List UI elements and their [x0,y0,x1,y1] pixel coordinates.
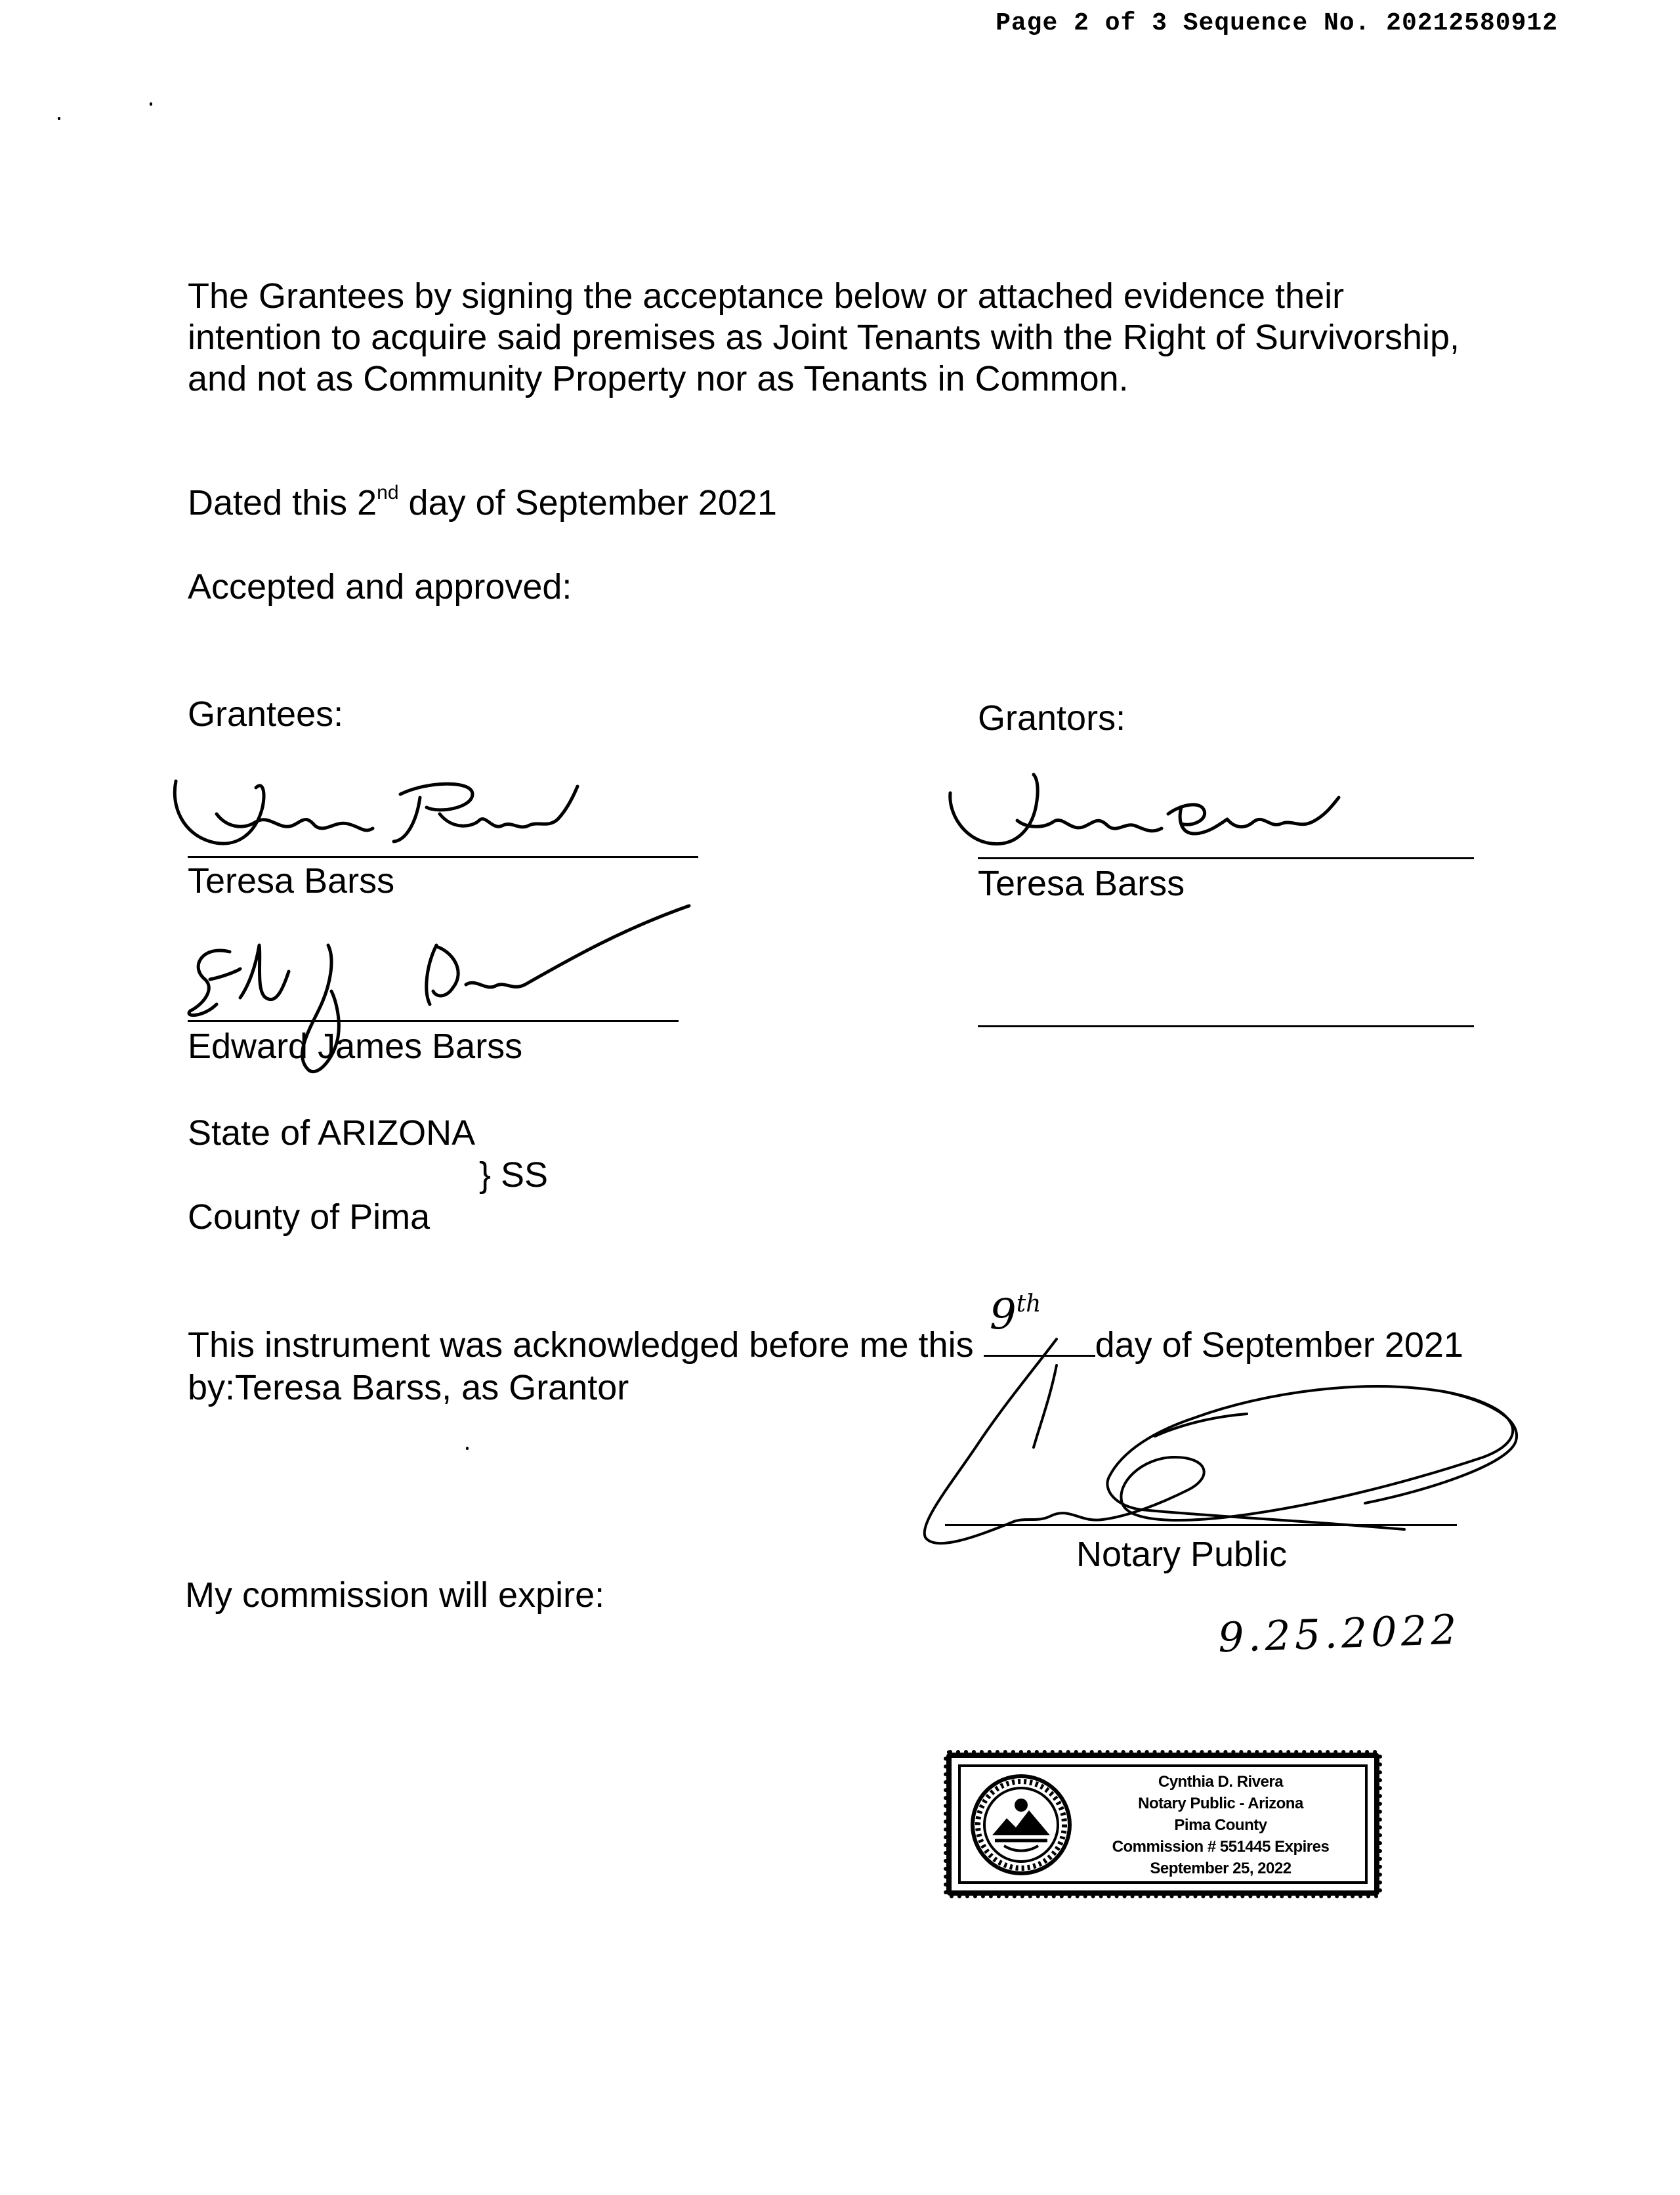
dated-ordinal: nd [377,482,399,503]
grantors-label: Grantors: [978,698,1126,738]
dated-prefix: Dated this 2 [188,483,377,522]
accepted-approved: Accepted and approved: [188,567,572,607]
commission-expire-label: My commission will expire: [185,1575,605,1615]
grantees-label: Grantees: [188,694,344,734]
acknowledgment-line-2: by:Teresa Barss, as Grantor [188,1368,629,1407]
acceptance-paragraph [188,276,1500,400]
scan-speck [466,1447,469,1450]
dated-line [188,482,777,524]
venue-ss: } SS [479,1155,549,1195]
grantee-signature-line-2 [188,1020,679,1022]
grantee-name-2: Edward James Barss [188,1027,523,1066]
stamp-expires: September 25, 2022 [1150,1860,1292,1877]
stamp-notary-title: Notary Public - Arizona [1138,1795,1303,1812]
teresa-barss-grantee-signature [164,768,597,866]
arizona-seal-icon [969,1772,1074,1877]
notary-stamp [946,1753,1379,1896]
grantor-name-1: Teresa Barss [978,864,1185,903]
grantee-signature-line-1 [188,856,698,858]
grantee-name-1: Teresa Barss [188,861,395,901]
grantor-signature-line-1 [978,857,1474,859]
teresa-barss-grantor-signature [945,768,1365,866]
venue-state: State of ARIZONA [188,1113,476,1153]
grantor-signature-line-2 [978,1025,1474,1027]
handwritten-day-ordinal: th [1016,1290,1041,1317]
notary-public-label: Notary Public [1076,1535,1288,1574]
paragraph-line: and not as Community Property nor as Tenants in Common. [188,359,1129,398]
acknowledgment-suffix: day of September 2021 [1095,1325,1463,1365]
edward-james-barss-signature [177,906,702,1103]
stamp-county: Pima County [1174,1816,1267,1834]
scan-speck [58,117,60,120]
stamp-text-block [1076,1771,1365,1879]
stamp-commission: Commission # 551445 Expires [1112,1838,1330,1856]
scan-speck [150,102,152,106]
notary-signature [906,1326,1536,1549]
paragraph-line: intention to acquire said premises as Joint Tenants with the Right of Survivorship, [188,318,1460,357]
page-sequence-header: Page 2 of 3 Sequence No. 20212580912 [996,9,1558,37]
stamp-notary-name: Cynthia D. Rivera [1158,1773,1284,1791]
handwritten-day-number: 9 [990,1290,1017,1339]
venue-county: County of Pima [188,1197,430,1237]
dated-rest: day of September 2021 [398,483,777,522]
paragraph-line: The Grantees by signing the acceptance below or attached evidence their [188,276,1345,316]
handwritten-expiry-date: 9.25.2022 [1217,1605,1461,1662]
notary-signature-line [945,1524,1457,1526]
acknowledgment-prefix: This instrument was acknowledged before me this [188,1325,984,1365]
